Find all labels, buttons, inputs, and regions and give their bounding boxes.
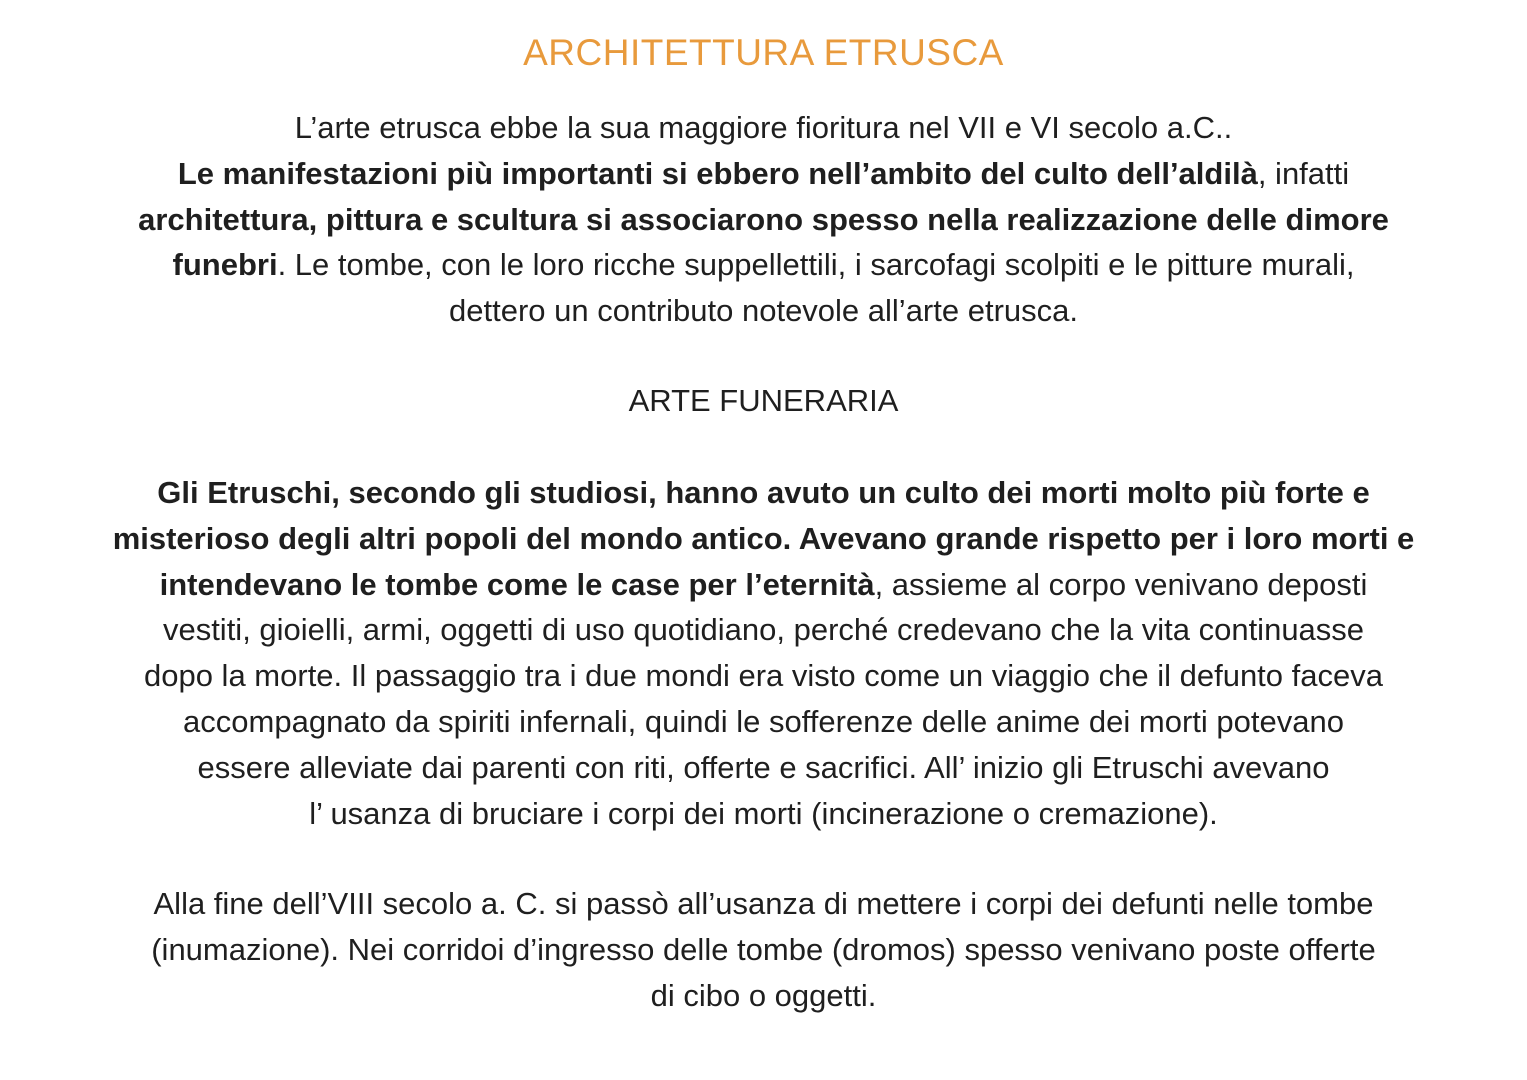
body1-line-5: dopo la morte. Il passaggio tra i due mondi era visto come un viaggio che il defunto faceva <box>143 658 1383 694</box>
body2-line-1: Alla fine dell’VIII secolo a. C. si passò all’usanza di mettere i corpi dei defunti nelle tombe <box>153 886 1374 921</box>
section-heading: ARTE FUNERARIA <box>628 383 899 418</box>
funerary-paragraph-1 <box>40 470 1487 836</box>
funerary-paragraph-2 <box>40 881 1487 1018</box>
intro-line-1: L’arte etrusca ebbe la sua maggiore fioritura nel VII e VI secolo a.C.. <box>294 110 1233 145</box>
body2-line-3: di cibo o oggetti. <box>650 977 877 1013</box>
intro-line-4 <box>40 242 1487 288</box>
body1-line-3-rest: , assieme al corpo venivano deposti <box>874 566 1368 602</box>
intro-line-3 <box>40 197 1487 243</box>
body1-line-8: l’ usanza di bruciare i corpi dei morti (incinerazione o cremazione). <box>309 795 1218 831</box>
intro-line-4-rest: . Le tombe, con le loro ricche suppellettili, i sarcofagi scolpiti e le pitture murali, <box>277 247 1355 283</box>
intro-line-4-bold: funebri <box>172 247 278 283</box>
body1-line-4: vestiti, gioielli, armi, oggetti di uso quotidiano, perché credevano che la vita continuasse <box>162 612 1365 648</box>
body1-line-7: essere alleviate dai parenti con riti, offerte e sacrifici. All’ inizio gli Etruschi avevano <box>197 749 1330 785</box>
body1-line-3 <box>40 562 1487 608</box>
intro-line-2-rest: , infatti <box>1257 155 1350 191</box>
body1-line-1 <box>40 470 1487 516</box>
body1-line-2-bold: misterioso degli altri popoli del mondo antico. Avevano grande rispetto per i loro morti e <box>112 520 1415 556</box>
intro-line-3-bold: architettura, pittura e scultura si associarono spesso nella realizzazione delle dimore <box>138 201 1389 237</box>
body1-line-1-bold: Gli Etruschi, secondo gli studiosi, hanno avuto un culto dei morti molto più forte e <box>157 475 1370 510</box>
body1-line-6: accompagnato da spiriti infernali, quindi le sofferenze delle anime dei morti potevano <box>183 703 1344 739</box>
body1-line-3-bold: intendevano le tombe come le case per l’eternità <box>159 566 875 602</box>
intro-line-2 <box>40 151 1487 197</box>
intro-line-2-bold: Le manifestazioni più importanti si ebbero nell’ambito del culto dell’aldilà <box>177 155 1258 191</box>
intro-line-5: dettero un contributo notevole all’arte etrusca. <box>449 293 1078 329</box>
body1-line-2 <box>40 516 1487 562</box>
body2-line-2: (inumazione). Nei corridoi d’ingresso delle tombe (dromos) spesso venivano poste offerte <box>151 931 1376 967</box>
page-title: ARCHITETTURA ETRUSCA <box>523 32 1004 73</box>
intro-paragraph <box>40 105 1487 334</box>
